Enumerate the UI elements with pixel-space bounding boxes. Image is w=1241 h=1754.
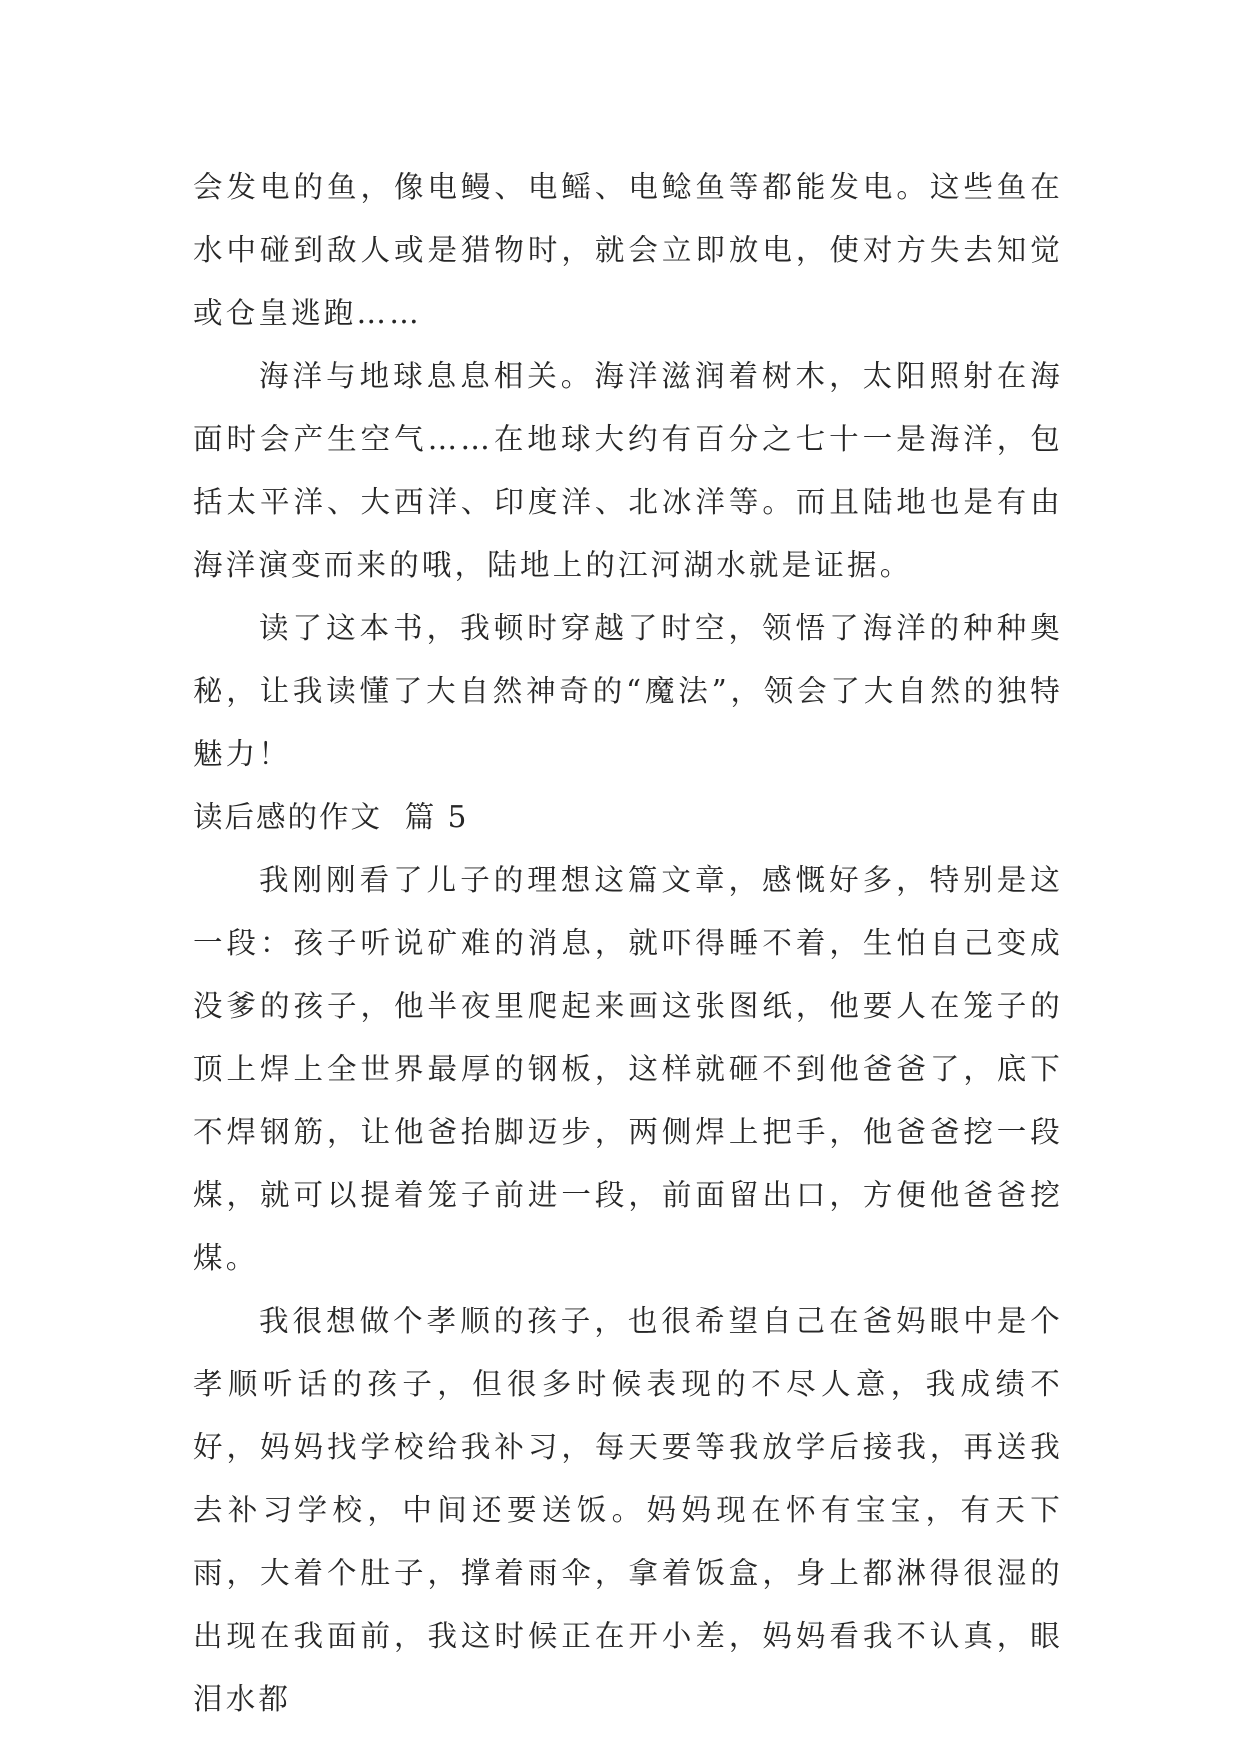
paragraph-book-reflection: 读了这本书，我顿时穿越了时空，领悟了海洋的种种奥秘，让我读懂了大自然神奇的“魔法”，领会了大自然的独特魅力！ (193, 611, 1063, 771)
paragraph-son-ideal: 我刚刚看了儿子的理想这篇文章，感慨好多，特别是这一段：孩子听说矿难的消息，就吓得睡不着，生怕自己变成没爹的孩子，他半夜里爬起来画这张图纸，他要人在笼子的顶上焊上全世界最厚的钢板，这样就砸不到他爸爸了，底下不焊钢筋，让他爸抬脚迈步，两侧焊上把手，他爸爸挖一段煤，就可以提着笼子前进一段，前面留出口，方便他爸爸挖煤。 (193, 863, 1063, 1275)
paragraph-ocean-earth: 海洋与地球息息相关。海洋滋润着树木，太阳照射在海面时会产生空气……在地球大约有百分之七十一是海洋，包括太平洋、大西洋、印度洋、北冰洋等。而且陆地也是有由海洋演变而来的哦，陆地上的江河湖水就是证据。 (193, 359, 1063, 582)
paragraph-filial-child: 我很想做个孝顺的孩子，也很希望自己在爸妈眼中是个孝顺听话的孩子，但很多时候表现的不尽人意，我成绩不好，妈妈找学校给我补习，每天要等我放学后接我，再送我去补习学校，中间还要送饭。妈妈现在怀有宝宝，有天下雨，大着个肚子，撑着雨伞，拿着饭盒，身上都淋得很湿的出现在我面前，我这时候正在开小差，妈妈看我不认真，眼泪水都 (193, 1304, 1063, 1716)
document-body (193, 156, 1063, 1731)
paragraph-electric-fish: 会发电的鱼，像电鳗、电鳐、电鲶鱼等都能发电。这些鱼在水中碰到敌人或是猎物时，就会立即放电，使对方失去知觉或仓皇逃跑…… (193, 170, 1063, 330)
section-heading: 读后感的作文 篇 5 (193, 800, 469, 834)
